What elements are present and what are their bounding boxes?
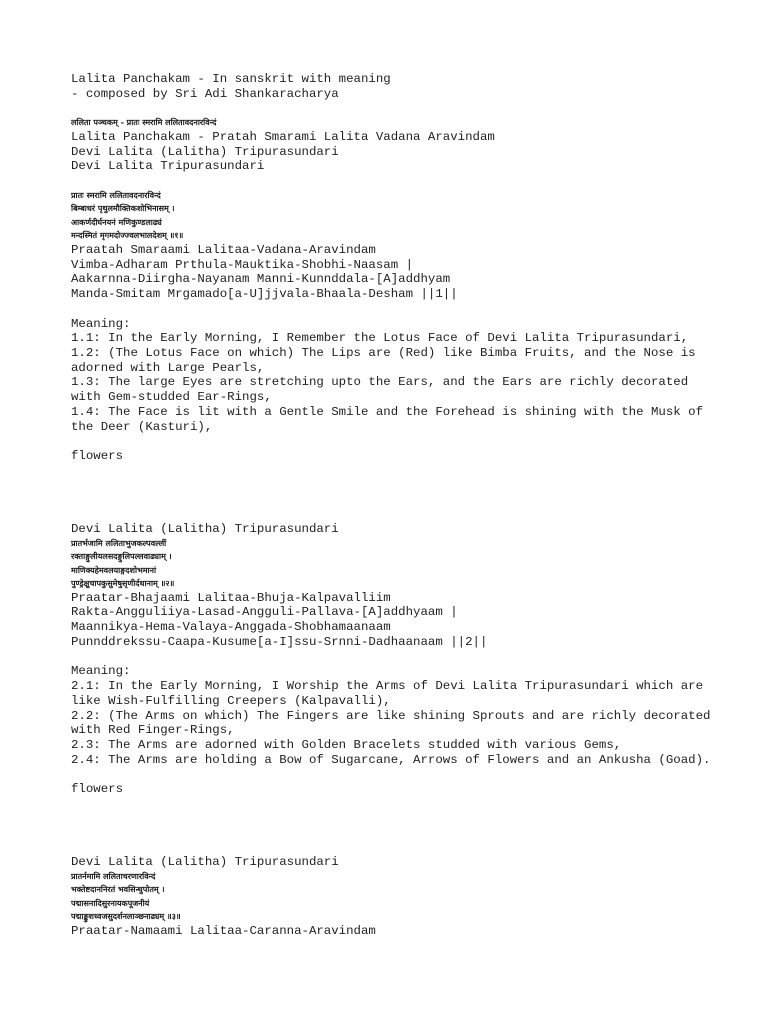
- intro-line: Devi Lalita (Lalitha) Tripurasundari: [71, 144, 339, 159]
- verse-heading: Devi Lalita (Lalitha) Tripurasundari: [71, 855, 339, 870]
- verse-2: [71, 521, 718, 797]
- sanskrit-verse-line: प्रातः स्मरामि ललितावदनारविन्दं: [71, 190, 161, 200]
- verse-1: [71, 189, 711, 464]
- verse-3: [71, 855, 711, 938]
- intro-line: Devi Lalita Tripurasundari: [71, 159, 265, 174]
- transliteration-line: Rakta-Angguliiya-Lasad-Angguli-Pallava-[A]addhyaam |: [71, 605, 458, 620]
- transliteration-line: Vimba-Adharam Prthula-Mauktika-Shobhi-Naasam |: [71, 257, 414, 272]
- transliteration-line: Manda-Smitam Mrgamado[a-U]jjvala-Bhaala-Desham ||1||: [71, 287, 458, 301]
- meaning-label: Meaning:: [71, 316, 131, 331]
- sanskrit-verse-line: रक्ताङ्गुलीयलसदङ्गुलिपल्लवाढ्याम् ।: [71, 552, 172, 562]
- transliteration-line: Praatar-Bhajaami Lalitaa-Bhuja-Kalpavalliim: [71, 590, 391, 605]
- sanskrit-verse-line: भक्तेष्टदाननिरतं भवसिन्धुपोतम् ।: [71, 885, 165, 895]
- intro-line: Lalita Panchakam - Pratah Smarami Lalita Vadana Aravindam: [71, 129, 495, 144]
- meaning-line: 1.2: (The Lotus Face on which) The Lips are (Red) like Bimba Fruits, and the Nose is adorned with Large Pearls,: [71, 346, 704, 375]
- sanskrit-verse-line: प्रातर्भजामि ललिताभुजकल्पवल्लीं: [71, 538, 167, 548]
- meaning-label: Meaning:: [71, 664, 131, 679]
- sanskrit-verse-line: पुण्ड्रेक्षुचापकुसुमेषुसृणीर्दधानाम् ॥२॥: [71, 579, 175, 589]
- transliteration-line: Punnddrekssu-Caapa-Kusume[a-I]ssu-Srnni-Dadhaanaam ||2||: [71, 634, 488, 649]
- image-caption: flowers: [71, 449, 124, 464]
- verse-heading: Devi Lalita (Lalitha) Tripurasundari: [71, 521, 339, 536]
- meaning-line: 2.1: In the Early Morning, I Worship the Arms of Devi Lalita Tripurasundari which are like Wish-Fulfilling Creepers (Kalpavalli),: [71, 679, 711, 708]
- sanskrit-verse-line: पद्माङ्कुशध्वजसुदर्शनलाञ्छनाढ्यम् ॥३॥: [71, 912, 181, 922]
- meaning-line: 2.3: The Arms are adorned with Golden Bracelets studded with various Gems,: [71, 737, 622, 752]
- sanskrit-title: ललिता पञ्चकम् - प्रातः स्मरामि ललितावदनारविन्दं: [71, 118, 217, 128]
- image-caption: flowers: [71, 782, 124, 797]
- sanskrit-verse-line: प्रातर्नमामि ललिताचरणारविन्दं: [71, 871, 156, 881]
- meaning-line: 2.2: (The Arms on which) The Fingers are like shining Sprouts and are richly decorated with Red Finger-Rings,: [71, 708, 718, 738]
- sanskrit-verse-line: आकर्णदीर्घनयनं मणिकुण्डलाढ्यं: [71, 217, 162, 227]
- sanskrit-verse-line: बिम्बाधरं पृथुलमौक्तिकशोभिनासम् ।: [71, 204, 175, 214]
- document-title: Lalita Panchakam - In sanskrit with meaning: [71, 72, 391, 86]
- document-page: [71, 72, 718, 938]
- transliteration-line: Praatar-Namaami Lalitaa-Caranna-Aravindam: [71, 923, 376, 938]
- transliteration-line: Aakarnna-Diirgha-Nayanam Manni-Kunnddala-[A]addhyam: [71, 272, 451, 287]
- document-subtitle: - composed by Sri Adi Shankaracharya: [71, 86, 339, 101]
- meaning-line: 1.4: The Face is lit with a Gentle Smile and the Forehead is shining with the Musk of the Deer (Kasturi),: [71, 404, 711, 434]
- meaning-line: 1.3: The large Eyes are stretching upto the Ears, and the Ears are richly decorated with Gem-studded Ear-Rings,: [71, 375, 696, 405]
- meaning-line: 1.1: In the Early Morning, I Remember the Lotus Face of Devi Lalita Tripurasundari,: [71, 331, 689, 346]
- meaning-line: 2.4: The Arms are holding a Bow of Sugarcane, Arrows of Flowers and an Ankusha (Goad).: [71, 752, 711, 767]
- transliteration-line: Maannikya-Hema-Valaya-Anggada-Shobhamaanaam: [71, 620, 391, 635]
- sanskrit-verse-line: माणिक्यहेमवलयाङ्गदशोभमानां: [71, 565, 157, 575]
- sanskrit-verse-line: पद्मासनादिसुरनायकपूजनीयं: [71, 898, 150, 908]
- transliteration-line: Praatah Smaraami Lalitaa-Vadana-Aravindam: [71, 242, 376, 257]
- sanskrit-verse-line: मन्दस्मितं मृगमदोज्ज्वलभालदेशम् ॥१॥: [71, 231, 184, 241]
